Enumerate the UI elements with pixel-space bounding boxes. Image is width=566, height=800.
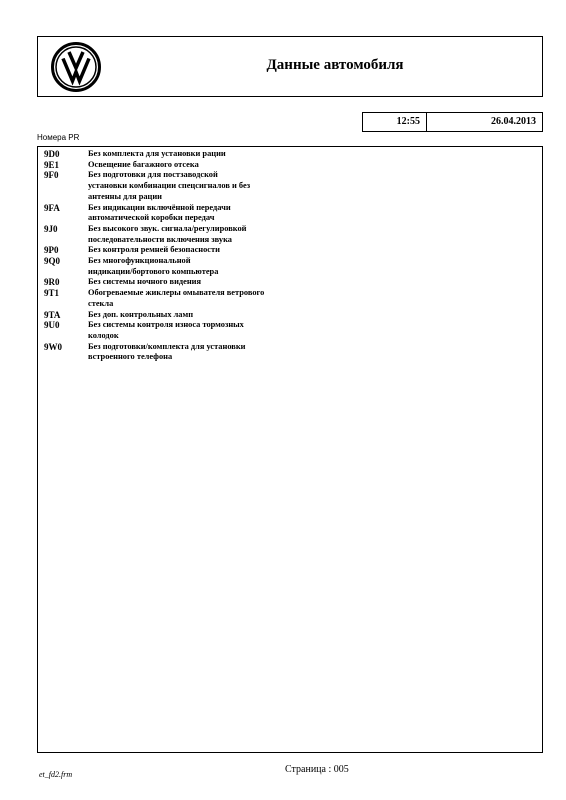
description-line: колодок xyxy=(88,330,119,340)
pr-description xyxy=(88,224,344,245)
list-item xyxy=(44,203,344,224)
pr-description xyxy=(88,203,344,224)
description-line: индикации/бортового компьютера xyxy=(88,266,219,276)
description-line: встроенного телефона xyxy=(88,352,173,362)
pr-description xyxy=(88,277,344,288)
section-label: Номера PR xyxy=(37,133,80,142)
vw-logo-icon xyxy=(51,42,101,92)
pr-code: 9U0 xyxy=(44,320,60,331)
pr-code: 9P0 xyxy=(44,245,59,256)
pr-description xyxy=(88,160,344,171)
list-item xyxy=(44,277,344,288)
description-line: последовательности включения звука xyxy=(88,234,232,244)
time-value: 12:55 xyxy=(363,113,427,131)
description-line: установки комбинации спецсигналов и без xyxy=(88,181,251,191)
description-line: Без контроля ремней безопасности xyxy=(88,245,220,255)
description-line: Без многофункциональной xyxy=(88,256,191,266)
description-line: Без комплекта для установки рации xyxy=(88,149,226,158)
pr-description xyxy=(88,342,344,363)
pr-code: 9Q0 xyxy=(44,256,61,267)
pr-description xyxy=(88,256,344,277)
description-line: Без индикации включённой передачи xyxy=(88,202,231,212)
pr-code: 9F0 xyxy=(44,170,59,181)
description-line: Без подготовки для постзаводской xyxy=(88,170,218,180)
pr-description xyxy=(88,310,344,321)
pr-code: 9TA xyxy=(44,309,61,320)
list-item xyxy=(44,160,344,171)
pr-description xyxy=(88,320,344,341)
header-box xyxy=(37,36,543,97)
description-line: Без доп. контрольных ламп xyxy=(88,309,194,319)
form-name: et_fd2.frm xyxy=(39,770,73,779)
list-item xyxy=(44,342,344,363)
pr-code: 9T1 xyxy=(44,288,60,299)
list-item xyxy=(44,288,344,309)
pr-description xyxy=(88,170,344,202)
pr-code: 9FA xyxy=(44,202,60,213)
description-line: стекла xyxy=(88,298,114,308)
pr-code: 9R0 xyxy=(44,277,60,288)
pr-description xyxy=(88,288,344,309)
page-number: Страница : 005 xyxy=(285,764,349,775)
description-line: Обогреваемые жиклеры омывателя ветрового xyxy=(88,288,265,298)
description-line: Без системы контроля износа тормозных xyxy=(88,320,244,330)
timestamp-box xyxy=(362,112,543,132)
description-line: Без подготовки/комплекта для установки xyxy=(88,341,246,351)
description-line: антенны для рации xyxy=(88,191,163,201)
pr-description xyxy=(88,245,344,256)
pr-codes-list-box xyxy=(37,146,543,753)
pr-code: 9E1 xyxy=(44,159,60,170)
description-line: автоматической коробки передач xyxy=(88,213,215,223)
pr-codes-list xyxy=(44,149,344,363)
list-item xyxy=(44,170,344,202)
pr-code: 9J0 xyxy=(44,223,58,234)
page-title: Данные автомобиля xyxy=(266,57,404,73)
list-item xyxy=(44,320,344,341)
date-value: 26.04.2013 xyxy=(491,116,536,127)
pr-code: 9W0 xyxy=(44,341,62,352)
description-line: Без высокого звук. сигнала/регулировкой xyxy=(88,223,247,233)
list-item xyxy=(44,245,344,256)
list-item xyxy=(44,149,344,160)
pr-code: 9D0 xyxy=(44,149,60,159)
list-item xyxy=(44,224,344,245)
list-item xyxy=(44,310,344,321)
description-line: Без системы ночного видения xyxy=(88,277,202,287)
list-item xyxy=(44,256,344,277)
description-line: Освещение багажного отсека xyxy=(88,159,199,169)
pr-description xyxy=(88,149,344,160)
